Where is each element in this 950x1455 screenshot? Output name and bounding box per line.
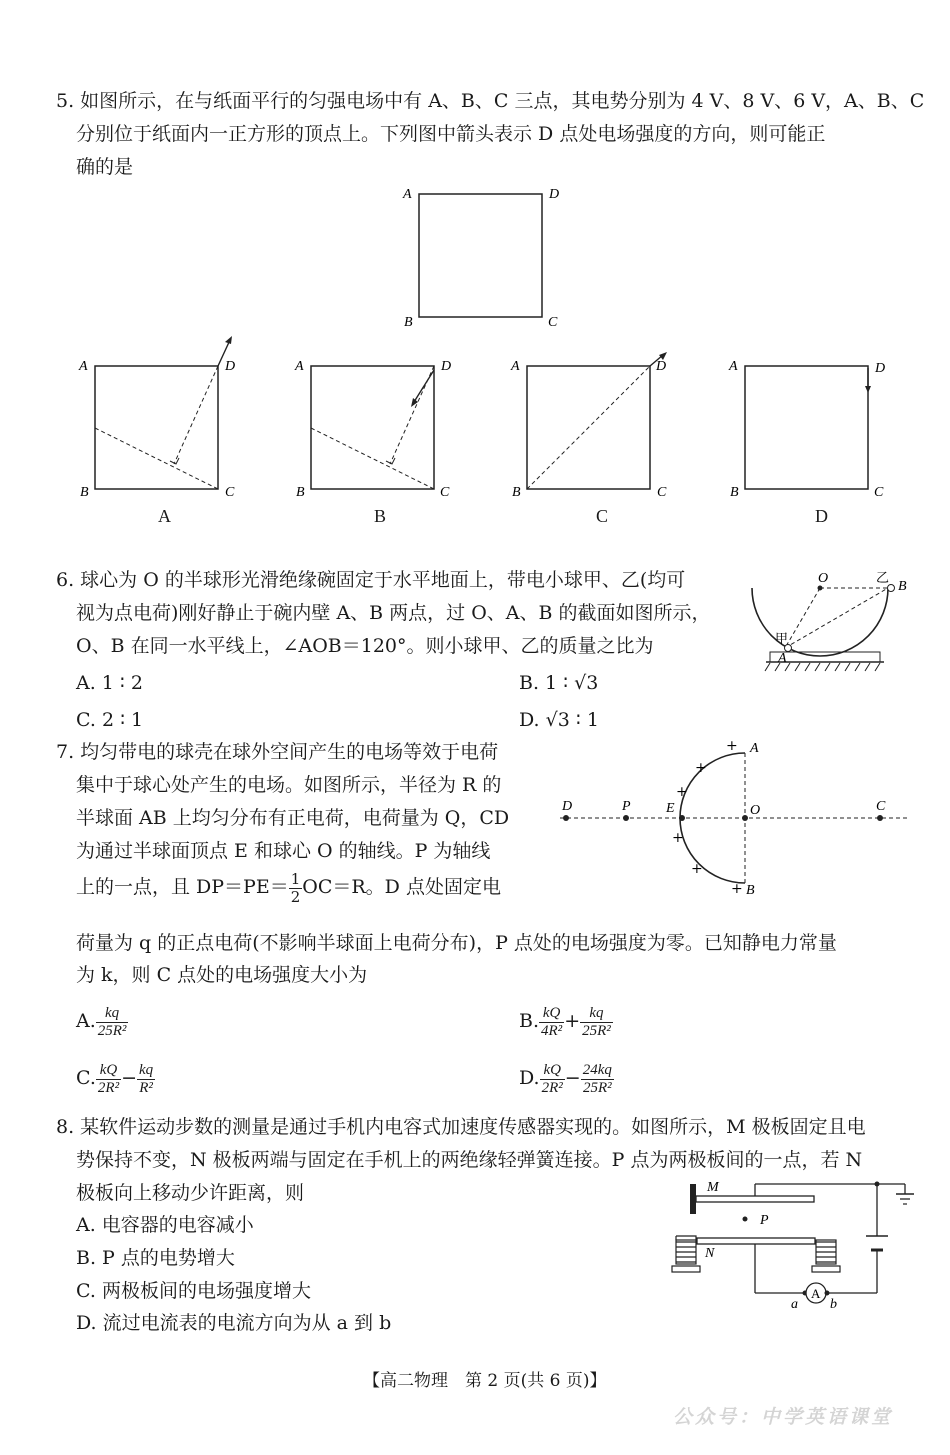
q8-line3: 极板向上移动少许距离，则 [76,1182,305,1204]
q6-label-a: A [778,651,787,666]
label-a: A [403,187,412,202]
svg-text:B: B [80,485,89,500]
q6-line3: O、B 在同一水平线上，∠AOB＝120°。则小球甲、乙的质量之比为 [76,635,654,657]
q7-line4: 为通过半球面顶点 E 和球心 O 的轴线。P 为轴线 [76,840,491,862]
svg-text:O: O [750,803,761,818]
q6-line1: 6. 球心为 O 的半球形光滑绝缘碗固定于水平地面上，带电小球甲、乙(均可 [56,569,686,591]
q6-option-d: D. √3 ∶ 1 [519,709,599,731]
q6-label-yi: 乙 [876,571,890,586]
q8-option-a: A. 电容器的电容减小 [76,1214,254,1236]
q5-option-d-caption: D [815,506,828,526]
svg-text:A: A [811,1286,821,1301]
q5-option-b-caption: B [374,506,387,526]
q6-label-b: B [898,579,907,594]
svg-text:C: C [876,799,886,814]
svg-text:+: + [695,760,707,776]
svg-text:N: N [705,1246,715,1261]
svg-text:+: + [691,861,703,877]
svg-text:D: D [656,359,667,374]
svg-text:M: M [707,1180,719,1195]
q5-line2: 分别位于纸面内一正方形的顶点上。下列图中箭头表示 D 点处电场强度的方向，则可能正 [76,123,826,145]
svg-text:D: D [875,361,886,376]
page-footer: 【高二物理 第 2 页(共 6 页)】 [363,1371,607,1391]
label-c: C [548,315,558,330]
q6-option-c: C. 2 ∶ 1 [76,709,144,731]
svg-text:A: A [79,359,88,374]
svg-text:+: + [676,784,688,800]
q8-option-c: C. 两极板间的电场强度增大 [76,1280,311,1302]
q8-option-d: D. 流过电流表的电流方向为从 a 到 b [76,1312,392,1334]
q6-option-b: B. 1 ∶ √3 [519,672,599,694]
svg-text:B: B [296,485,305,500]
q8-line2: 势保持不变，N 极板两端与固定在手机上的两绝缘轻弹簧连接。P 点为两极板间的一点，若 N [76,1149,863,1171]
svg-text:D: D [441,359,452,374]
svg-text:C: C [225,485,235,500]
svg-text:E: E [666,801,675,816]
svg-text:+: + [672,830,684,846]
svg-text:+: + [731,881,743,897]
svg-text:P: P [760,1213,769,1228]
q7-option-d: D. $\frac{kQ}{\text{2R²}}$ − $\frac{24kq}{\text{25R²}}$ [519,1061,612,1096]
q6-label-o: O [818,571,829,586]
svg-text:B: B [512,485,521,500]
q5-line3: 确的是 [76,156,134,178]
q7-line6: 荷量为 q 的正点电荷(不影响半球面上电荷分布)，P 点处的电场强度为零。已知静电力常量 [76,932,837,954]
q7-line5: 上的一点，且 DP＝PE＝ $\frac{1}{2}$ OC＝R。D 点处固定电 [76,869,501,906]
q6-label-jia: 甲 [775,632,789,647]
q8-line1: 8. 某软件运动步数的测量是通过手机内电容式加速度传感器实现的。如图所示，M 极板固定且电 [56,1116,866,1138]
svg-text:C: C [874,485,884,500]
q7-line3: 半球面 AB 上均匀分布有正电荷，电荷量为 Q，CD [76,807,510,829]
q5-option-a-caption: A [158,506,171,526]
q6-option-a: A. 1 ∶ 2 [76,672,144,694]
q7-line2: 集中于球心处产生的电场。如图所示，半径为 R 的 [76,774,502,796]
svg-text:A: A [295,359,304,374]
svg-text:C: C [440,485,450,500]
label-d: D [549,187,560,202]
q7-option-c: C. $\frac{kQ}{\text{2R²}}$ − $\frac{kq}{\text{R²}}$ [76,1061,154,1096]
q7-line1: 7. 均匀带电的球壳在球外空间产生的电场等效于电荷 [56,741,499,763]
svg-text:A: A [511,359,520,374]
svg-text:A: A [729,359,738,374]
svg-text:A: A [750,741,759,756]
q8-option-b: B. P 点的电势增大 [76,1247,235,1269]
svg-text:a: a [791,1297,798,1312]
label-b: B [404,315,413,330]
watermark: 公众号：中学英语课堂 [673,1406,894,1428]
q5-line1: 5. 如图所示，在与纸面平行的匀强电场中有 A、B、C 三点，其电势分别为 4 V、8 V、6 V，A、B、C [56,90,925,112]
q7-line7: 为 k，则 C 点处的电场强度大小为 [76,964,368,986]
svg-text:P: P [622,799,631,814]
q5-option-c-caption: C [596,506,609,526]
svg-text:D: D [225,359,236,374]
q7-option-b: B. $\frac{kQ}{\text{4R²}}$ + $\frac{kq}{\text{25R²}}$ [519,1004,611,1039]
q7-option-a: A. $\frac{kq}{\text{25R²}}$ [76,1004,127,1039]
svg-text:B: B [730,485,739,500]
q6-line2: 视为点电荷)刚好静止于碗内壁 A、B 两点，过 O、A、B 的截面如图所示， [76,602,711,624]
svg-text:B: B [746,883,755,898]
svg-text:C: C [657,485,667,500]
svg-text:+: + [726,738,738,754]
svg-text:b: b [830,1297,837,1312]
svg-text:D: D [562,799,573,814]
